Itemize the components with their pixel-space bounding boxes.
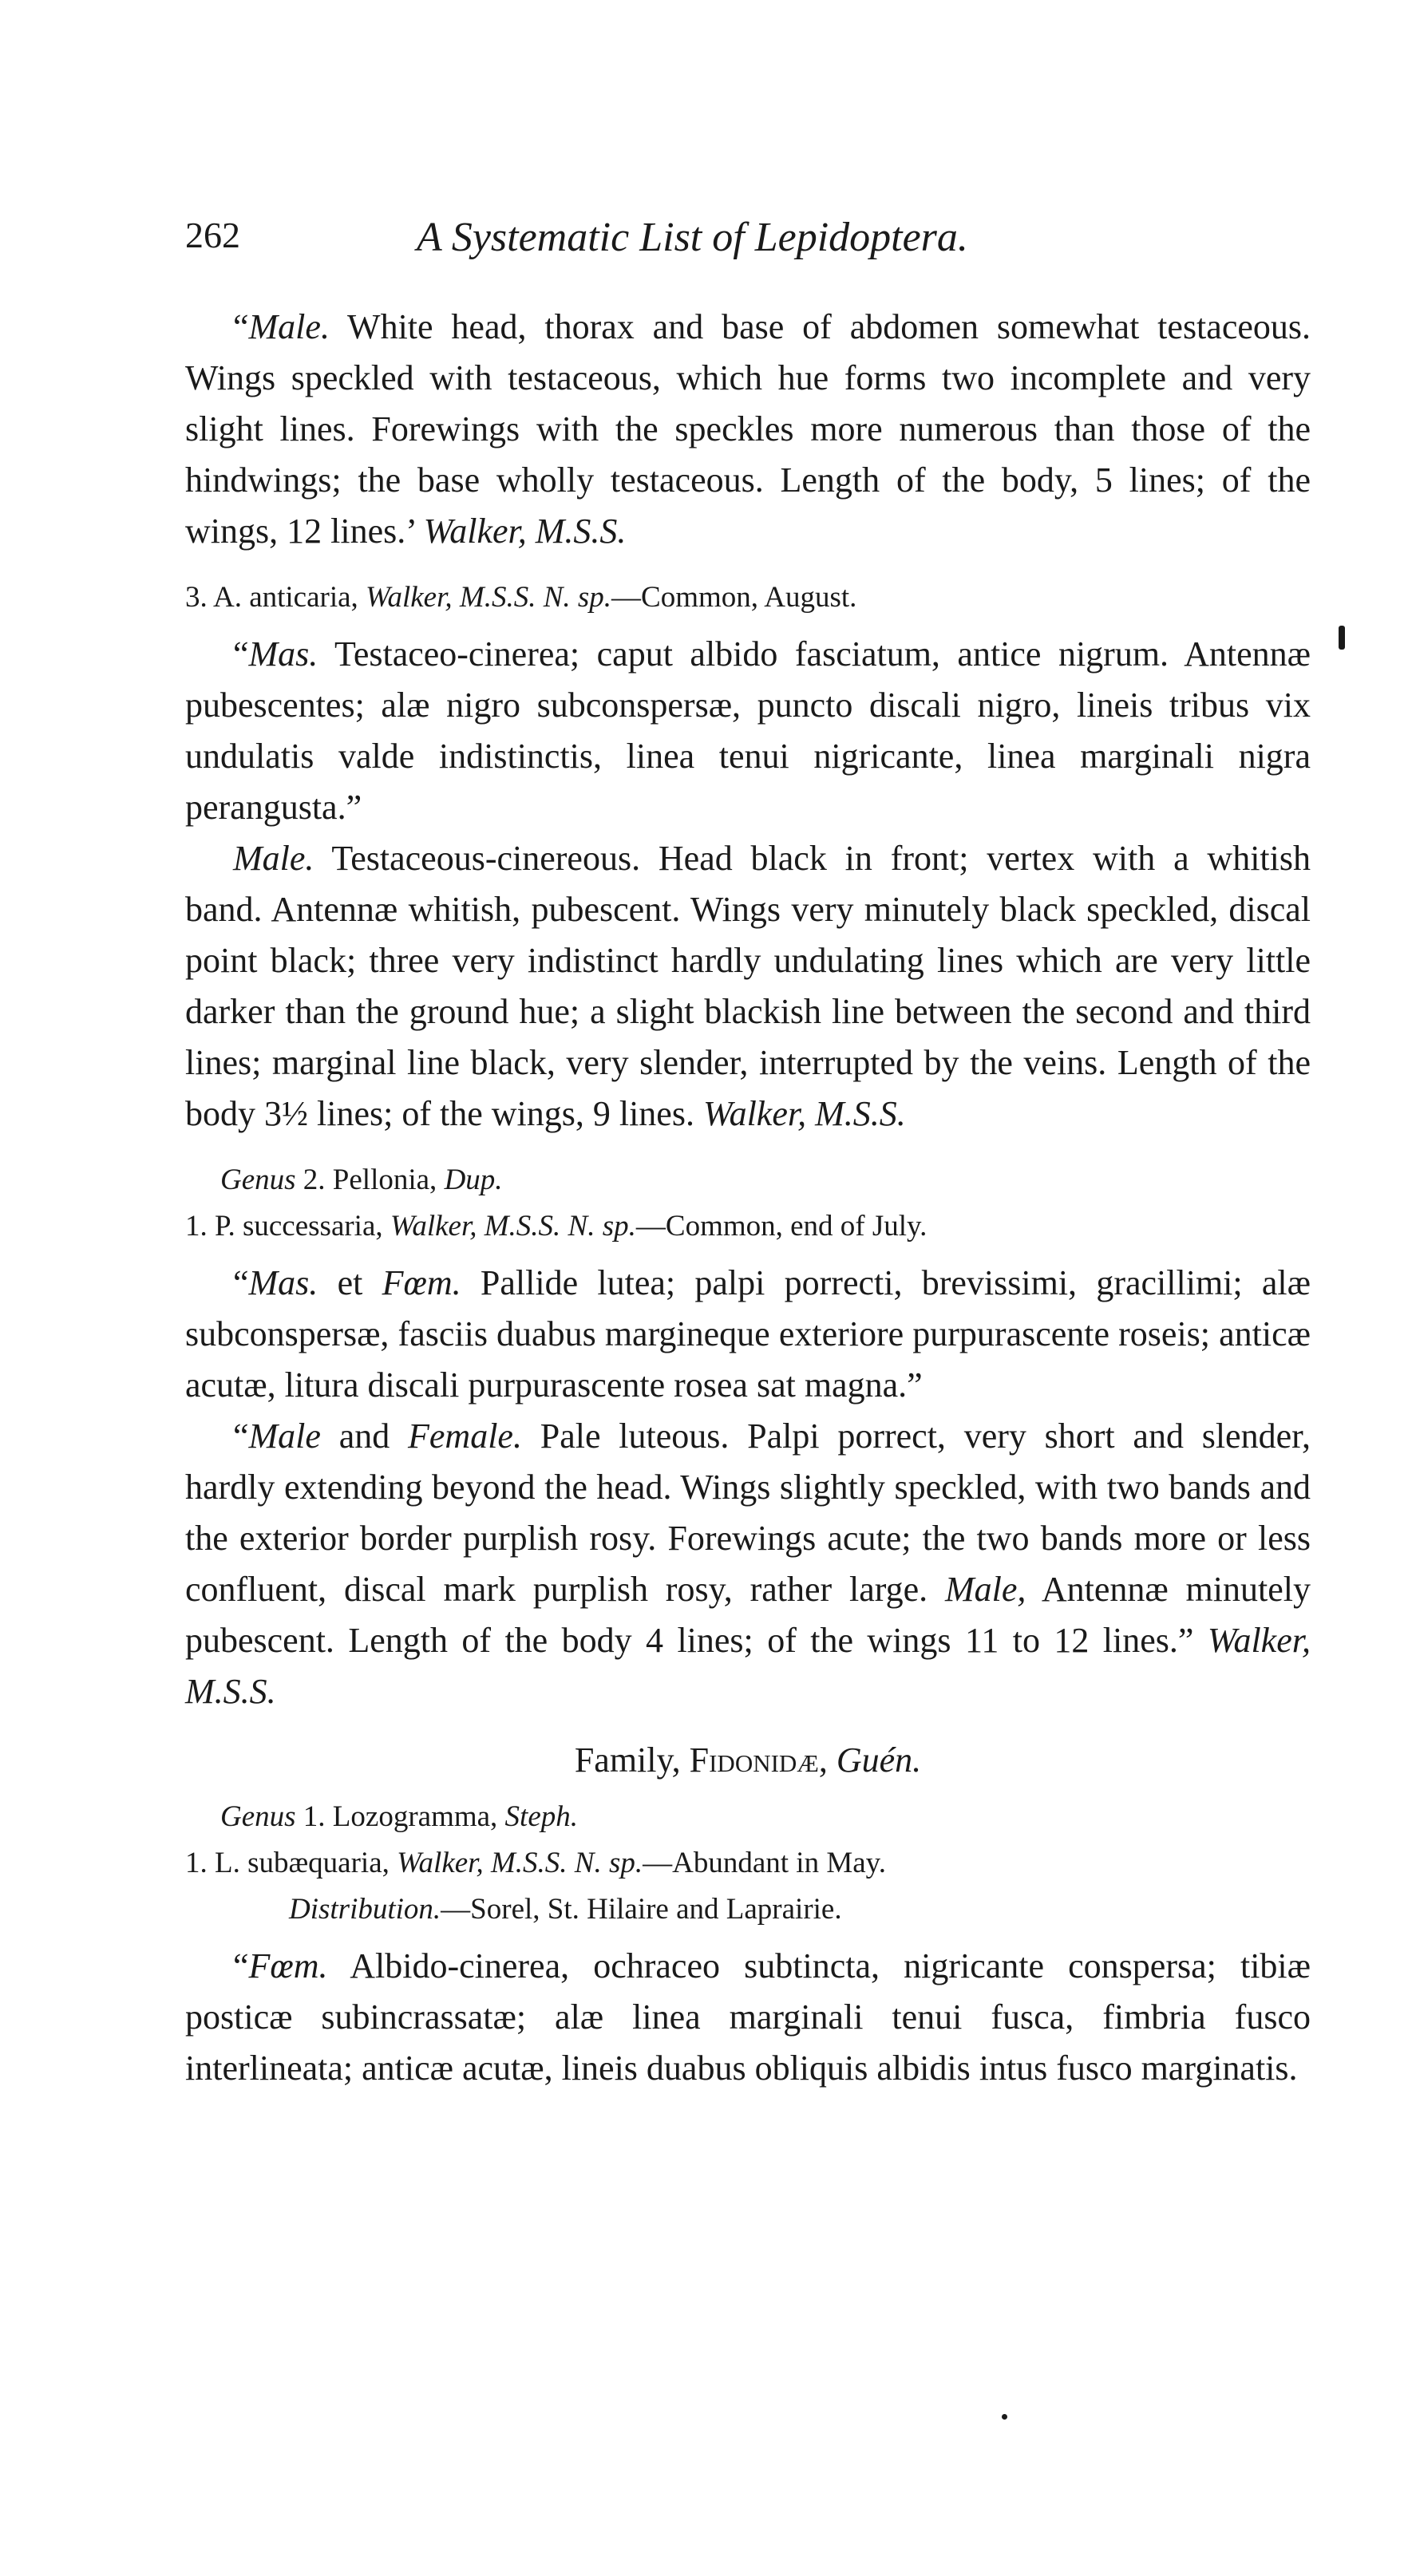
genus-heading: Genus 1. Lozogramma, Steph. (220, 1800, 578, 1833)
author-citation: Walker, M.S.S. (423, 512, 627, 551)
latin-description: “Fœm. Albido-cinerea, ochraceo subtincta, nigricante conspersa; tibiæ posticæ subincrassatæ; alæ linea marginali tenui fusca, fimbria fusco interlineata; anticæ acutæ, lineis duabus obliquis albidis intus fusco marginatis. (185, 1946, 1311, 2088)
species-heading: 1. P. successaria, Walker, M.S.S. N. sp.—Common, end of July. (185, 1210, 927, 1243)
english-description: Male. Testaceous-cinereous. Head black in front; vertex with a whitish band. Antennæ whitish, pubescent. Wings very minutely black speckled, discal point black; three very indistinct hardly undulating lines which are very little darker than the ground hue; a slight blackish line between the second and third lines; marginal line black, very slender, interrupted by the veins. Length of the body 3½ lines; of the wings, 9 lines. Walker, M.S.S. (185, 839, 1311, 1133)
latin-description: “Mas. et Fœm. Pallide lutea; palpi porrecti, brevissimi, gracillimi; alæ subconspersæ, fasciis duabus margineque exteriore purpurascente roseis; anticæ acutæ, litura discali purpurascente rosea sat magna.” (185, 1263, 1311, 1405)
species-heading: 3. A. anticaria, Walker, M.S.S. N. sp.—Common, August. (185, 581, 857, 614)
page-number: 262 (185, 215, 240, 255)
genus-heading: Genus 2. Pellonia, Dup. (220, 1164, 503, 1196)
latin-description: “Mas. Testaceo-cinerea; caput albido fasciatum, antice nigrum. Antennæ pubescentes; alæ nigro subconspersæ, puncto discali nigro, lineis tribus vix undulatis valde indistinctis, linea tenui nigricante, linea marginali nigra perangusta.” (185, 634, 1311, 827)
sex-label: Male. (248, 307, 330, 346)
print-mark (1339, 626, 1345, 650)
family-heading: Family, Fidonidæ, Guén. (574, 1740, 922, 1780)
print-dot (1002, 2414, 1007, 2420)
species-heading: 1. L. subæquaria, Walker, M.S.S. N. sp.—Abundant in May. (185, 1847, 886, 1879)
author-citation: Walker, M.S.S. (185, 1621, 1311, 1711)
distribution-line: Distribution.—Sorel, St. Hilaire and Laprairie. (289, 1893, 842, 1926)
page-header (185, 214, 1311, 278)
english-description: “Male and Female. Pale luteous. Palpi porrect, very short and slender, hardly extending beyond the head. Wings slightly speckled, with two bands and the exterior border purplish rosy. Forewings acute; the two bands more or less confluent, discal mark purplish rosy, rather large. Male, Antennæ minutely pubescent. Length of the body 4 lines; of the wings 11 to 12 lines.” Walker, M.S.S. (185, 1416, 1311, 1711)
author-citation: Walker, M.S.S. (702, 1094, 906, 1133)
body-text (185, 302, 1311, 2094)
description-paragraph: “Male. White head, thorax and base of abdomen somewhat testaceous. Wings speckled with testaceous, which hue forms two incomplete and very slight lines. Forewings with the speckles more numerous than those of the hindwings; the base wholly testaceous. Length of the body, 5 lines; of the wings, 12 lines.’ Walker, M.S.S. (185, 307, 1311, 551)
running-title: A Systematic List of Lepidoptera. (417, 215, 968, 260)
